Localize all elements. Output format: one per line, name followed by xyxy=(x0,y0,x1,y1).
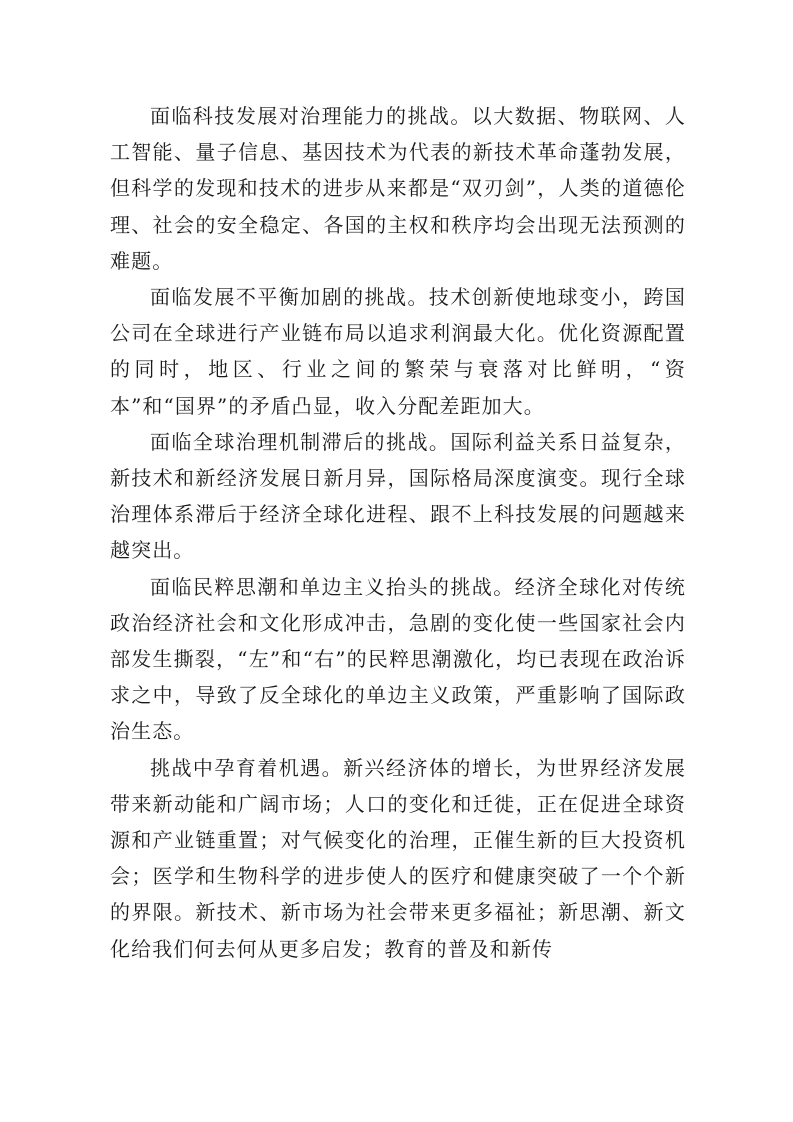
paragraph-opportunities: 挑战中孕育着机遇。新兴经济体的增长，为世界经济发展带来新动能和广阔市场；人口的变化和迁徙，正在促进全球资源和产业链重置；对气候变化的治理，正催生新的巨大投资机会；医学和生物科学的进步使人的医疗和健康突破了一个个新的界限。新技术、新市场为社会带来更多福祉；新思潮、新文化给我们何去何从更多启发；教育的普及和新传 xyxy=(110,755,686,961)
paragraph-tech-governance-challenge: 面临科技发展对治理能力的挑战。以大数据、物联网、人工智能、量子信息、基因技术为代表的新技术革命蓬勃发展，但科学的发现和技术的进步从来都是“双刃剑”，人类的道德伦理、社会的安全稳定、各国的主权和秩序均会出现无法预测的难题。 xyxy=(110,104,686,273)
paragraph-development-imbalance-challenge: 面临发展不平衡加剧的挑战。技术创新使地球变小，跨国公司在全球进行产业链布局以追求利润最大化。优化资源配置的同时，地区、行业之间的繁荣与衰落对比鲜明，“资本”和“国界”的矛盾凸显，收入分配差距加大。 xyxy=(110,285,686,418)
paragraph-global-governance-challenge: 面临全球治理机制滞后的挑战。国际利益关系日益复杂，新技术和新经济发展日新月异，国际格局深度演变。现行全球治理体系滞后于经济全球化进程、跟不上科技发展的问题越来越突出。 xyxy=(110,429,686,563)
document-body xyxy=(110,98,686,967)
paragraph-populism-unilateralism-challenge: 面临民粹思潮和单边主义抬头的挑战。经济全球化对传统政治经济社会和文化形成冲击，急剧的变化使一些国家社会内部发生撕裂，“左”和“右”的民粹思潮激化，均已表现在政治诉求之中，导致了反全球化的单边主义政策，严重影响了国际政治生态。 xyxy=(110,574,686,744)
